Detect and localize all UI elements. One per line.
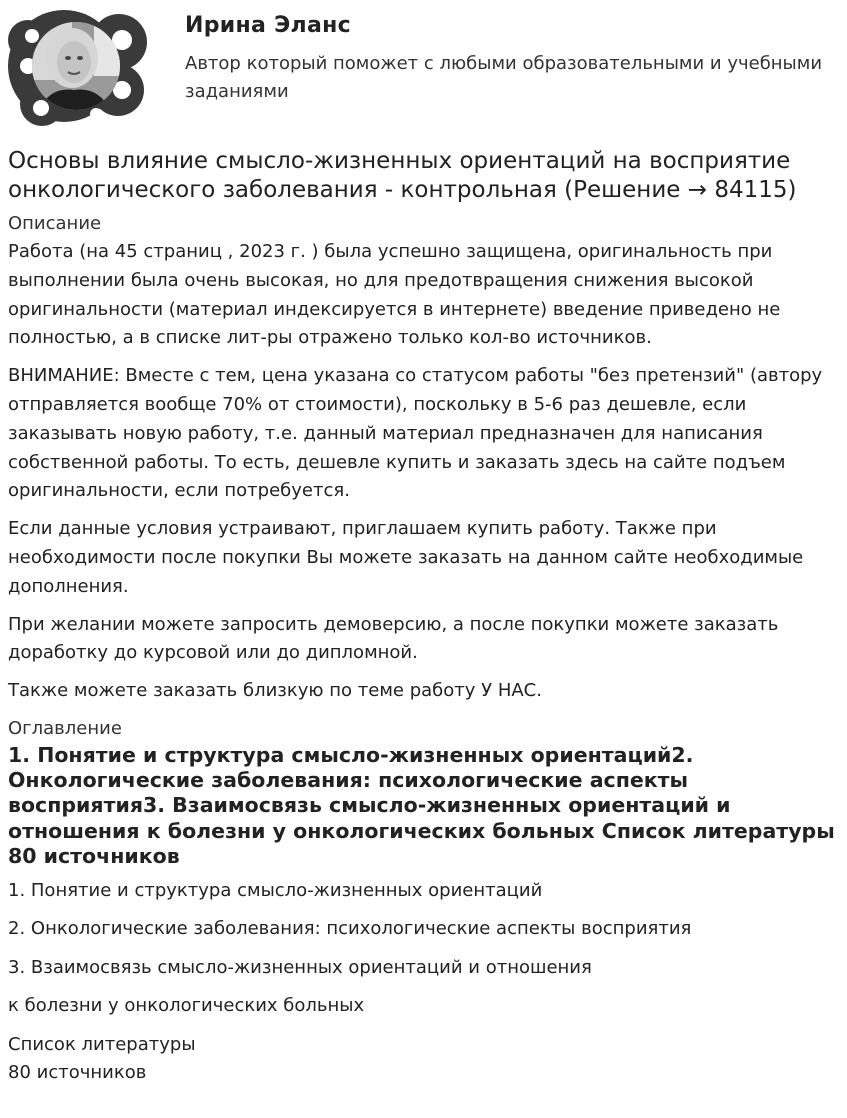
literature-label: Список литературы: [8, 1033, 196, 1055]
author-name[interactable]: Ирина Эланс: [185, 13, 351, 38]
author-card: [0, 0, 847, 130]
description-paragraph: Также можете заказать близкую по теме работу У НАС.: [8, 680, 542, 702]
toc-item: 2. Онкологические заболевания: психологические аспекты восприятия: [8, 918, 692, 940]
page-title: Основы влияние смысло-жизненных ориентаций на восприятие онкологического заболевания - контрольная (Решение → 84115): [8, 148, 797, 203]
toc-label: Оглавление: [8, 717, 122, 739]
description-paragraph: При желании можете запросить демоверсию, а после покупки можете заказать доработку до курсовой или до дипломной.: [8, 613, 779, 664]
avatar-image: [6, 6, 152, 126]
toc-item: к болезни у онкологических больных: [8, 995, 365, 1017]
author-description: Автор который поможет с любыми образовательными и учебными заданиями: [185, 53, 823, 102]
work-content: [8, 147, 838, 1088]
literature-count: 80 источников: [8, 1062, 147, 1084]
toc-item: 1. Понятие и структура смысло-жизненных ориентаций: [8, 879, 543, 901]
description-paragraph: ВНИМАНИЕ: Вместе с тем, цена указана со статусом работы "без претензий" (автору отправляется вообще 70% от стоимости), поскольку в 5-6 раз дешевле, если заказывать новую работу, т.е. данный материал предназначен для написания собственной работы. То есть, дешевле купить и заказать здесь на сайте подъем оригинальности, если потребуется.: [8, 365, 823, 502]
description-label: Описание: [8, 213, 102, 234]
toc-item: 3. Взаимосвязь смысло-жизненных ориентаций и отношения: [8, 956, 592, 978]
toc-summary: 1. Понятие и структура смысло-жизненных ориентаций2. Онкологические заболевания: психологические аспекты восприятия3. Взаимосвязь смысло-жизненных ориентаций и отношения к болезни у онкологических больных Список литературы 80 источников: [8, 742, 835, 868]
description-paragraph: Если данные условия устраивают, приглашаем купить работу. Также при необходимости после покупки Вы можете заказать на данном сайте необходимые дополнения.: [8, 518, 804, 597]
description-paragraph: Работа (на 45 страниц , 2023 г. ) была успешно защищена, оригинальность при выполнении была очень высокая, но для предотвращения снижения высокой оригинальности (материал индексируется в интернете) введение приведено не полностью, а в списке лит-ры отражено только кол-во источников.: [8, 241, 781, 349]
avatar[interactable]: [6, 6, 152, 126]
